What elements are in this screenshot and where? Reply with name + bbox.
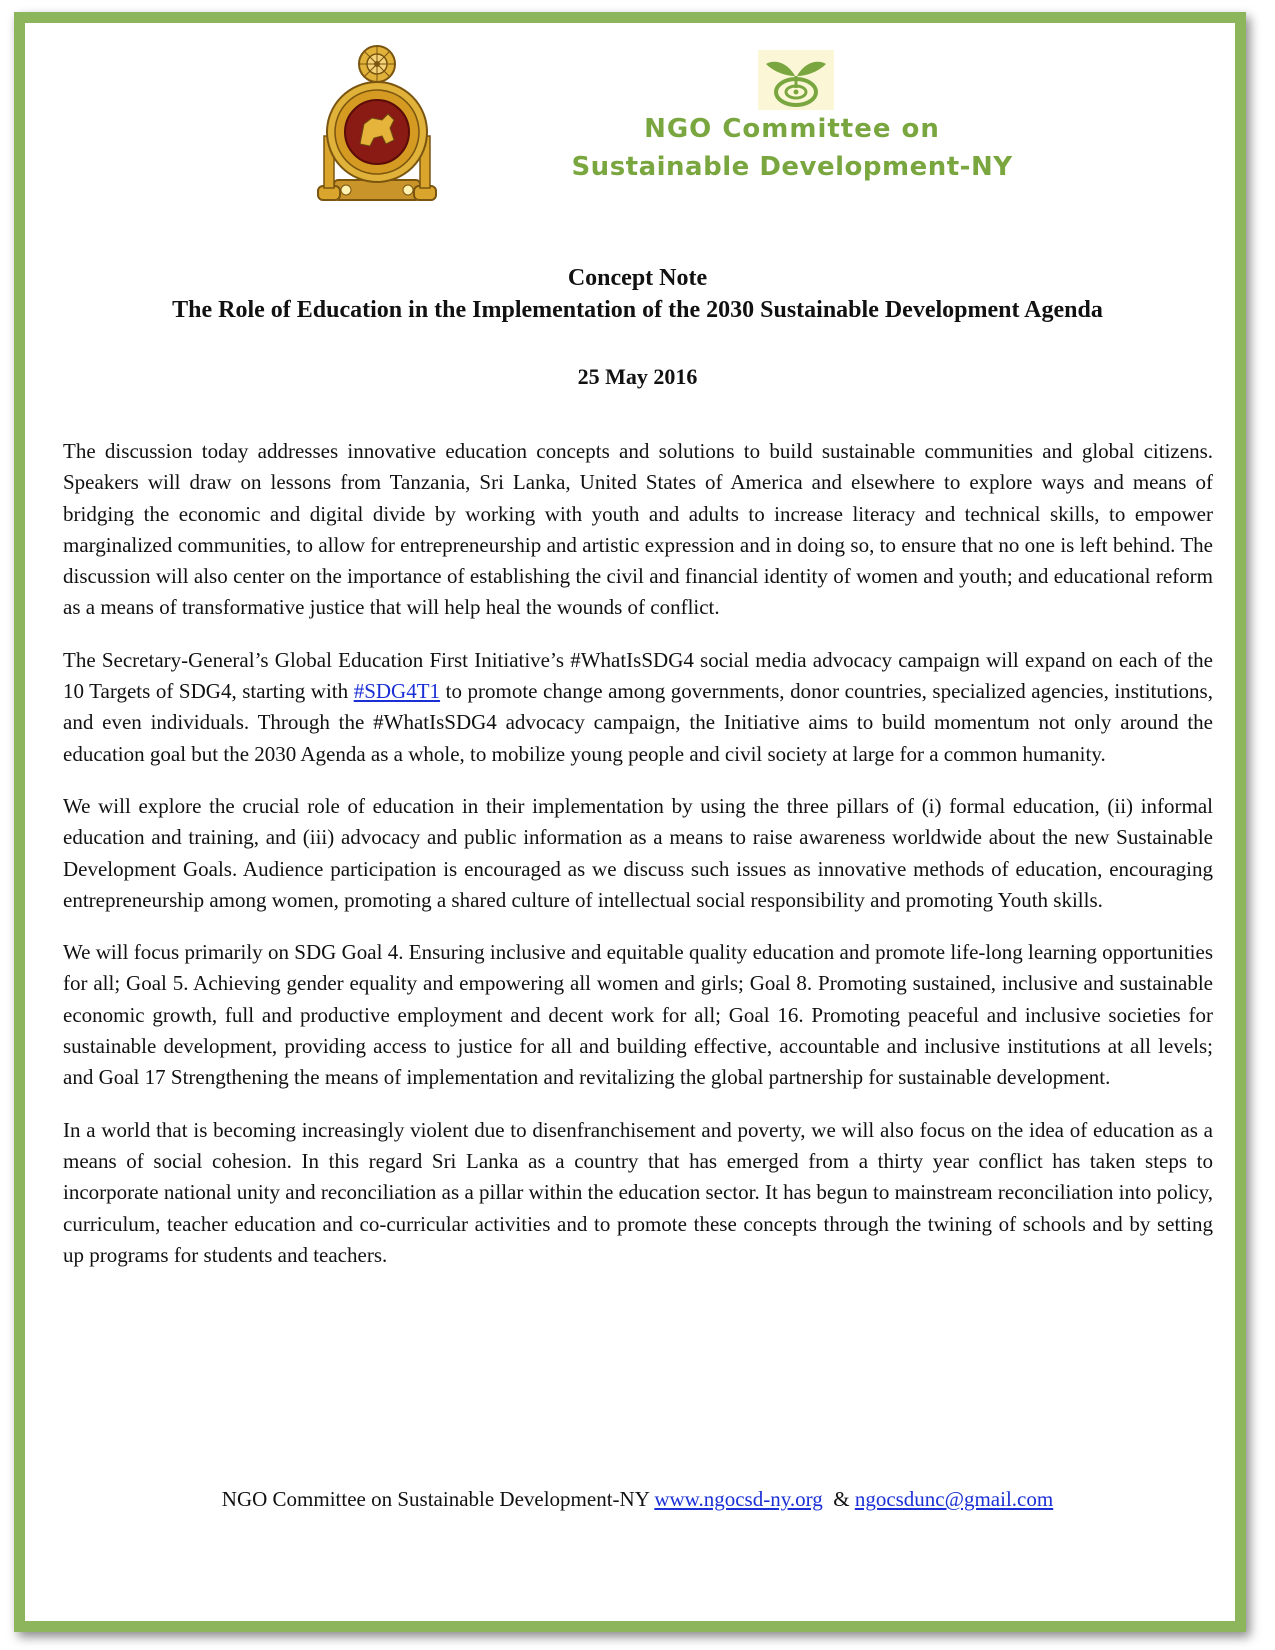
paragraph-3: We will explore the crucial role of education in their implementation by using the three pillars of (i) formal education, (ii) informal education and training, and (iii) advocacy and public information as a means to raise awareness worldwide about the new Sustainable Development Goals. Audience participation is encouraged as we discuss such issues as innovative methods of education, encouraging entrepreneurship among women, promoting a shared culture of intellectual social responsibility and promoting Youth skills. [63,793,1213,912]
ngo-committee-logo [537,50,1047,190]
paragraph-1: The discussion today addresses innovative education concepts and solutions to build sustainable communities and global citizens. Speakers will draw on lessons from Tanzania, Sri Lanka, United States of America and elsewhere to explore ways and means of bridging the economic and digital divide by working with youth and adults to increase literacy and technical skills, to empower marginalized communities, to allow for entrepreneurship and artistic expression and in doing so, to ensure that no one is left behind. The discussion will also center on the importance of establishing the civil and financial identity of women and youth; and educational reform as a means of transformative justice that will help heal the wounds of conflict. [63,439,1213,620]
paragraph-5: In a world that is becoming increasingly violent due to disenfranchisement and poverty, we will also focus on the idea of education as a means of social cohesion. In this regard Sri Lanka as a country that has emerged from a thirty year conflict has taken steps to incorporate national unity and reconciliation as a pillar within the education sector. It has begun to mainstream reconciliation into policy, curriculum, teacher education and co-curricular activities and to promote these concepts through the twining of schools and by setting up programs for students and teachers. [63,1117,1213,1267]
ngo-name-line1: NGO Committee on [644,114,940,144]
footer-contact-line [60,1484,1215,1514]
document-title-block [60,262,1215,326]
email-link[interactable]: ngocsdunc@gmail.com [854,1487,1054,1511]
concept-note-label: Concept Note [567,265,708,291]
ngo-name-line2: Sustainable Development-NY [571,152,1013,182]
sdg4t1-hashtag-link[interactable]: #SDG4T1 [353,679,441,704]
paragraph-2 [63,645,1213,770]
footer-org-name: NGO Committee on Sustainable Development-NY [221,1487,655,1511]
sri-lanka-emblem-icon [316,40,438,210]
footer-separator: & [822,1487,855,1511]
document-date: 25 May 2016 [577,364,698,389]
document-main-title: The Role of Education in the Implementation of the 2030 Sustainable Development Agenda [172,297,1103,323]
paragraph-4: We will focus primarily on SDG Goal 4. Ensuring inclusive and equitable quality education and promote life-long learning opportunities for all; Goal 5. Achieving gender equality and empowering all women and girls; Goal 8. Promoting sustained, inclusive and sustainable economic growth, full and productive employment and decent work for all; Goal 16. Promoting peaceful and inclusive societies for sustainable development, providing access to justice for all and building effective, accountable and inclusive institutions at all levels; and Goal 17 Strengthening the means of implementation and revitalizing the global partnership for sustainable development. [63,940,1213,1090]
website-link[interactable]: www.ngocsd-ny.org [654,1487,823,1511]
document-body [63,436,1213,1292]
paragraph-2-text-before-link: The Secretary-General’s Global Education First Initiative’s #WhatIsSDG4 social media advocacy campaign will expand on each of the 10 Targets of SDG4, starting with [63,647,1213,704]
paragraph-2-text-after-link: to promote change among governments, donor countries, specialized agencies, institutions, and even individuals. Through the #WhatIsSDG4 advocacy campaign, the Initiative aims to build momentum not only around the education goal but the 2030 Agenda as a whole, to mobilize young people and civil society at large for a common humanity. [63,679,1213,766]
sprout-logo-icon [758,50,834,110]
